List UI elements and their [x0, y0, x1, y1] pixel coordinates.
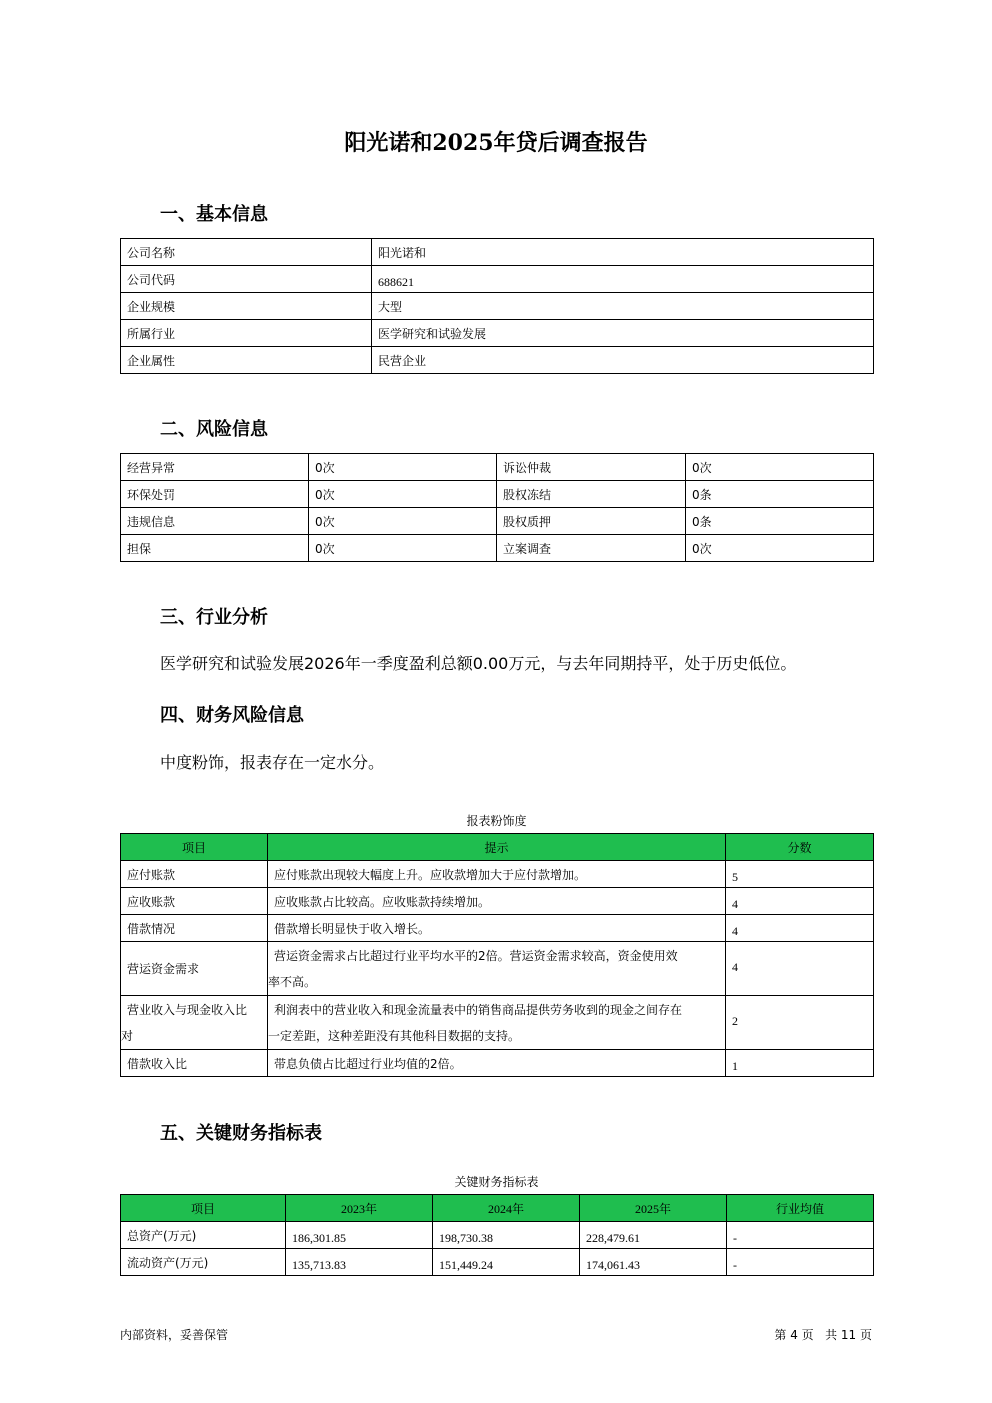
whitewash-table	[120, 833, 874, 1077]
table-row	[121, 535, 874, 562]
cell-label: 企业规模	[121, 293, 372, 320]
cell-value: 228,479.61	[580, 1222, 727, 1249]
cell-value: 135,713.83	[286, 1249, 433, 1276]
cell-value: -	[727, 1249, 874, 1276]
cell-hint-line: 率不高。	[268, 974, 317, 989]
cell-item	[121, 996, 268, 1050]
basic-info-table	[120, 238, 874, 374]
table-row	[121, 266, 874, 293]
table-row	[121, 1222, 874, 1249]
cell-value: 186,301.85	[286, 1222, 433, 1249]
table-row	[121, 1249, 874, 1276]
cell-value: 民营企业	[372, 347, 874, 374]
cell-score: 1	[726, 1050, 874, 1077]
cell-item-line: 对	[121, 1028, 134, 1043]
cell-score: 4	[726, 915, 874, 942]
cell-hint: 应付账款出现较大幅度上升。应收款增加大于应付款增加。	[268, 861, 726, 888]
table-row	[121, 1050, 874, 1077]
section-heading-finance-risk: 四、财务风险信息	[160, 705, 304, 726]
cell-value: 198,730.38	[433, 1222, 580, 1249]
column-header: 项目	[121, 834, 268, 861]
cell-value: 大型	[372, 293, 874, 320]
table-row	[121, 320, 874, 347]
table-row	[121, 293, 874, 320]
risk-info-table	[120, 453, 874, 562]
cell-item: 营运资金需求	[121, 942, 268, 996]
cell-item: 借款情况	[121, 915, 268, 942]
cell-value: 阳光诺和	[372, 239, 874, 266]
column-header: 行业均值	[727, 1195, 874, 1222]
column-header: 提示	[268, 834, 726, 861]
cell-value: 0次	[309, 454, 497, 481]
section-heading-risk: 二、风险信息	[160, 419, 268, 440]
cell-value: 0条	[686, 508, 874, 535]
cell-value: 0条	[686, 481, 874, 508]
cell-score: 4	[726, 942, 874, 996]
table-row	[121, 861, 874, 888]
table-row	[121, 239, 874, 266]
cell-item: 应付账款	[121, 861, 268, 888]
cell-item: 总资产(万元)	[121, 1222, 286, 1249]
cell-hint	[268, 942, 726, 996]
cell-label: 经营异常	[121, 454, 309, 481]
key-table-caption: 关键财务指标表	[454, 1175, 539, 1189]
cell-hint-line: 利润表中的营业收入和现金流量表中的销售商品提供劳务收到的现金之间存在	[274, 1002, 683, 1017]
column-header: 2023年	[286, 1195, 433, 1222]
table-header-row	[121, 1195, 874, 1222]
table-row	[121, 888, 874, 915]
cell-label: 诉讼仲裁	[497, 454, 686, 481]
column-header: 分数	[726, 834, 874, 861]
table-row	[121, 347, 874, 374]
cell-label: 股权质押	[497, 508, 686, 535]
cell-item: 借款收入比	[121, 1050, 268, 1077]
cell-label: 担保	[121, 535, 309, 562]
section-heading-basic: 一、基本信息	[160, 204, 268, 225]
cell-hint: 应收账款占比较高。应收账款持续增加。	[268, 888, 726, 915]
column-header: 项目	[121, 1195, 286, 1222]
table-row	[121, 508, 874, 535]
cell-value: 688621	[372, 266, 874, 293]
industry-analysis-text: 医学研究和试验发展2026年一季度盈利总额0.00万元，与去年同期持平，处于历史低位。	[160, 654, 797, 673]
section-heading-industry: 三、行业分析	[160, 607, 268, 628]
cell-item-line: 营业收入与现金收入比	[127, 1002, 248, 1017]
page-number: 第 4 页 共 11 页	[774, 1328, 872, 1342]
cell-item: 应收账款	[121, 888, 268, 915]
cell-label: 所属行业	[121, 320, 372, 347]
table-row	[121, 915, 874, 942]
cell-hint: 借款增长明显快于收入增长。	[268, 915, 726, 942]
cell-label: 违规信息	[121, 508, 309, 535]
column-header: 2025年	[580, 1195, 727, 1222]
cell-label: 环保处罚	[121, 481, 309, 508]
cell-value: 0次	[686, 454, 874, 481]
cell-item: 流动资产(万元)	[121, 1249, 286, 1276]
cell-hint	[268, 996, 726, 1050]
cell-value: 医学研究和试验发展	[372, 320, 874, 347]
cell-score: 5	[726, 861, 874, 888]
cell-value: 0次	[309, 481, 497, 508]
cell-value: -	[727, 1222, 874, 1249]
cell-value: 0次	[309, 535, 497, 562]
table-row	[121, 996, 874, 1050]
cell-value: 0次	[686, 535, 874, 562]
table-row	[121, 942, 874, 996]
report-title: 阳光诺和2025年贷后调查报告	[344, 130, 648, 156]
cell-label: 立案调查	[497, 535, 686, 562]
section-heading-key-metrics: 五、关键财务指标表	[160, 1123, 322, 1144]
key-metrics-table	[120, 1194, 874, 1276]
finance-risk-text: 中度粉饰，报表存在一定水分。	[160, 753, 385, 772]
table-row	[121, 481, 874, 508]
table-row	[121, 454, 874, 481]
whitewash-table-caption: 报表粉饰度	[466, 814, 527, 828]
cell-hint-line: 营运资金需求占比超过行业平均水平的2倍。营运资金需求较高，资金使用效	[274, 948, 678, 963]
cell-value: 151,449.24	[433, 1249, 580, 1276]
column-header: 2024年	[433, 1195, 580, 1222]
cell-hint: 带息负债占比超过行业均值的2倍。	[268, 1050, 726, 1077]
table-header-row	[121, 834, 874, 861]
cell-score: 2	[726, 996, 874, 1050]
footer-left: 内部资料，妥善保管	[120, 1328, 229, 1342]
cell-value: 0次	[309, 508, 497, 535]
cell-hint-line: 一定差距，这种差距没有其他科目数据的支持。	[268, 1028, 521, 1043]
cell-label: 公司代码	[121, 266, 372, 293]
cell-label: 企业属性	[121, 347, 372, 374]
cell-score: 4	[726, 888, 874, 915]
cell-label: 股权冻结	[497, 481, 686, 508]
cell-value: 174,061.43	[580, 1249, 727, 1276]
cell-label: 公司名称	[121, 239, 372, 266]
